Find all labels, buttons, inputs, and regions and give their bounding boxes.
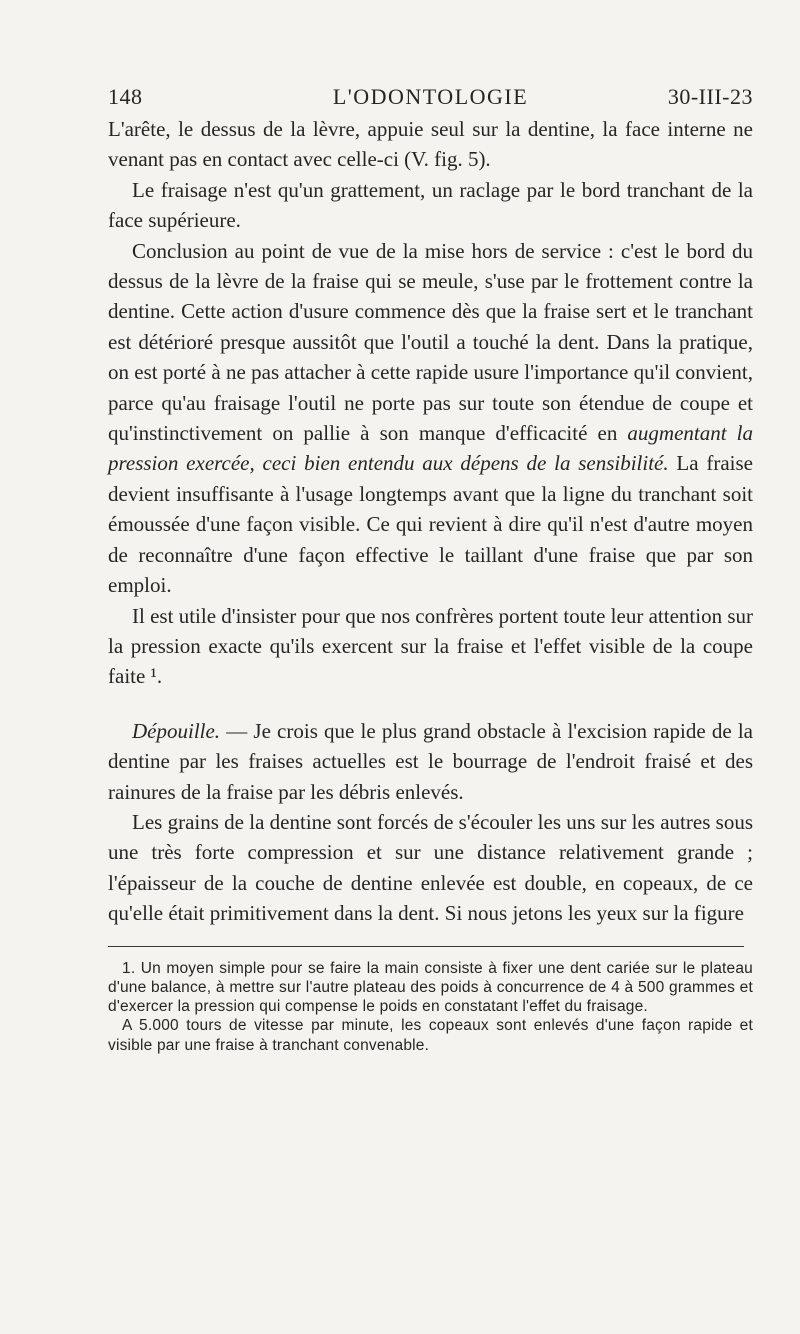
- text-run: Les grains de la dentine sont forcés de s'écouler les uns sur les autres sous une très forte compression et sur une distance relativement grande ; l'épaisseur de la couche de dentine enlevée est double, en copeaux, de ce qu'elle était primitivement dans la dent. Si nous jetons les yeux sur la figure: [108, 809, 753, 926]
- paragraph: [108, 601, 753, 692]
- footnotes: [108, 959, 753, 1055]
- footnote-divider: [108, 946, 744, 947]
- text-run: La fraise devient insuffisante à l'usage longtemps avant que la ligne du tranchant soit émoussée d'une façon visible. Ce qui revient à dire qu'il n'est d'autre moyen de reconnaître d'une façon effective le taillant d'une fraise que par son emploi.: [108, 451, 753, 598]
- paragraph: [108, 114, 753, 175]
- text-run: — Je crois que le plus grand obstacle à l'excision rapide de la dentine par les fraises actuelles est le bourrage de l'endroit fraisé et des rainures de la fraise par les débris enlevés.: [108, 718, 753, 804]
- footnote: A 5.000 tours de vitesse par minute, les copeaux sont enlevés d'une façon rapide et visible par une fraise à tranchant convenable.: [108, 1017, 753, 1054]
- running-header: [108, 78, 753, 114]
- issue-date: 30-III-23: [667, 84, 753, 109]
- book-page: [108, 78, 753, 1055]
- text-run: Le fraisage n'est qu'un grattement, un raclage par le bord tranchant de la face supérieure.: [108, 177, 753, 233]
- italic-text: augmentant la pression exercée, ceci bien entendu aux dépens de la sensibilité.: [108, 421, 753, 476]
- text-run: L'arête, le dessus de la lèvre, appuie seul sur la dentine, la face interne ne venant pas en contact avec celle-ci (V. fig. 5).: [108, 117, 753, 172]
- paragraph: [108, 236, 753, 601]
- paragraph: [108, 716, 753, 807]
- page-number: 148: [108, 84, 143, 109]
- paragraph: [108, 175, 753, 236]
- main-text: [108, 114, 753, 929]
- italic-text: Dépouille.: [132, 718, 221, 743]
- journal-title: L'ODONTOLOGIE: [332, 84, 529, 109]
- text-run: Conclusion au point de vue de la mise hors de service : c'est le bord du dessus de la lèvre de la fraise qui se meule, s'use par le frottement contre la dentine. Cette action d'usure commence dès que la fraise sert et le tranchant est détérioré presque aussitôt que l'outil a touché la dent. Dans la pratique, on est porté à ne pas attacher à cette rapide usure l'importance qu'il convient, parce qu'au fraisage l'outil ne porte pas sur toute son étendue de coupe et qu'instinctivement on pallie à son manque d'efficacité en: [108, 238, 753, 446]
- footnote: 1. Un moyen simple pour se faire la main consiste à fixer une dent cariée sur le plateau d'une balance, à mettre sur l'autre plateau des poids à concurrence de 4 à 500 grammes et d'exercer la pression qui compense le poids en constatant l'effet du fraisage.: [108, 959, 753, 1016]
- text-run: Il est utile d'insister pour que nos confrères portent toute leur attention sur la pression exacte qu'ils exercent sur la fraise et l'effet visible de la coupe faite ¹.: [108, 603, 753, 689]
- paragraph: [108, 807, 753, 929]
